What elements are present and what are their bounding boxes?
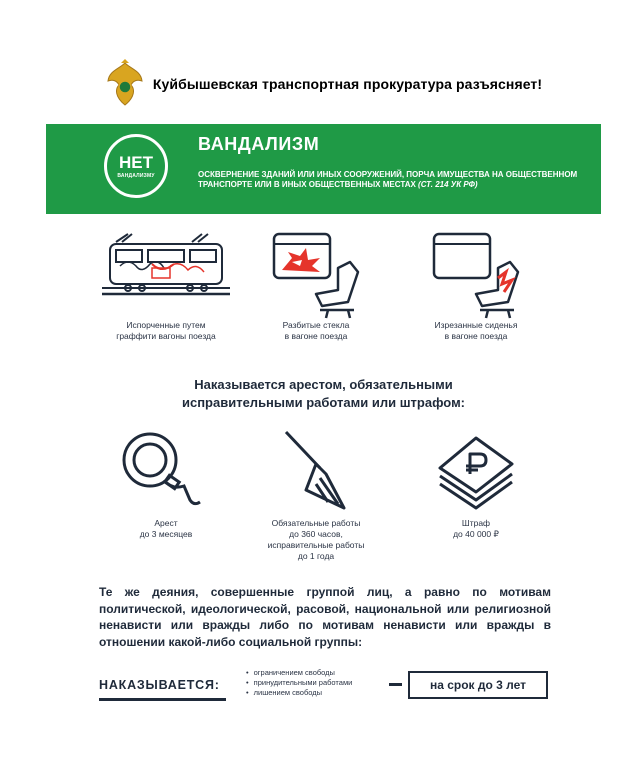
prosecutor-emblem-icon xyxy=(105,59,145,109)
banner-article: (СТ. 214 УК РФ) xyxy=(418,180,478,189)
banner-text-main: ОСКВЕРНЕНИЕ ЗДАНИЙ ИЛИ ИНЫХ СООРУЖЕНИЙ, ПОРЧА ИМУЩЕСТВА НА ОБЩЕСТВЕННОМ ТРАНСПОРТЕ ИЛИ В ИНЫХ ОБЩЕСТВЕННЫХ МЕСТАХ xyxy=(198,170,578,189)
cut-seat-icon xyxy=(424,232,528,320)
list-item: • ограничением свободы xyxy=(246,668,352,678)
banner-text xyxy=(198,170,578,190)
broom-icon xyxy=(266,428,366,510)
punishment-works xyxy=(256,428,376,562)
punish-underline xyxy=(99,698,226,701)
banner xyxy=(46,124,601,214)
group-paragraph: Те же деяния, совершенные группой лиц, а равно по мотивам политической, идеологической, расовой, национальной или религиозной ненависти или вражды либо по мотивам ненависти или вражды в отношении какой-либо социальной группы: xyxy=(99,585,551,649)
punishment-fine xyxy=(416,430,536,540)
badge-word: НЕТ xyxy=(119,152,153,172)
poster xyxy=(46,50,601,725)
punishment-caption: Арест до 3 месяцев xyxy=(139,518,193,539)
example-cut-seat xyxy=(416,232,536,342)
punish-label: НАКАЗЫВАЕТСЯ: xyxy=(99,678,220,692)
list-item: • принудительными работами xyxy=(246,678,352,688)
example-broken-window xyxy=(256,232,376,342)
broken-window-icon xyxy=(264,232,368,320)
header-title: Куйбышевская транспортная прокуратура разъясняет! xyxy=(152,76,543,92)
example-caption: Испорченные путем граффити вагоны поезда xyxy=(116,320,216,341)
punishment-caption: Штраф до 40 000 ₽ xyxy=(453,518,499,539)
handcuffs-icon xyxy=(116,430,216,510)
dash-divider xyxy=(389,683,402,686)
punishment-arrest xyxy=(106,430,226,540)
badge-sub: ВАНДАЛИЗМУ xyxy=(117,172,155,179)
no-vandalism-badge xyxy=(104,134,168,198)
example-caption: Разбитые стекла в вагоне поезда xyxy=(282,320,350,341)
graffiti-train-icon xyxy=(102,232,230,298)
punish-list xyxy=(246,668,352,698)
punishment-heading: Наказывается арестом, обязательными исправительными работами или штрафом: xyxy=(181,377,466,410)
banner-title: ВАНДАЛИЗМ xyxy=(198,134,320,154)
header xyxy=(46,58,601,110)
list-item: • лишением свободы xyxy=(246,688,352,698)
term-box: на срок до 3 лет xyxy=(408,671,548,699)
punishment-caption: Обязательные работы до 360 часов, исправительные работы до 1 года xyxy=(267,518,365,561)
example-caption: Изрезанные сиденья в вагоне поезда xyxy=(434,320,518,341)
example-graffiti xyxy=(96,232,236,342)
money-icon xyxy=(426,430,526,510)
